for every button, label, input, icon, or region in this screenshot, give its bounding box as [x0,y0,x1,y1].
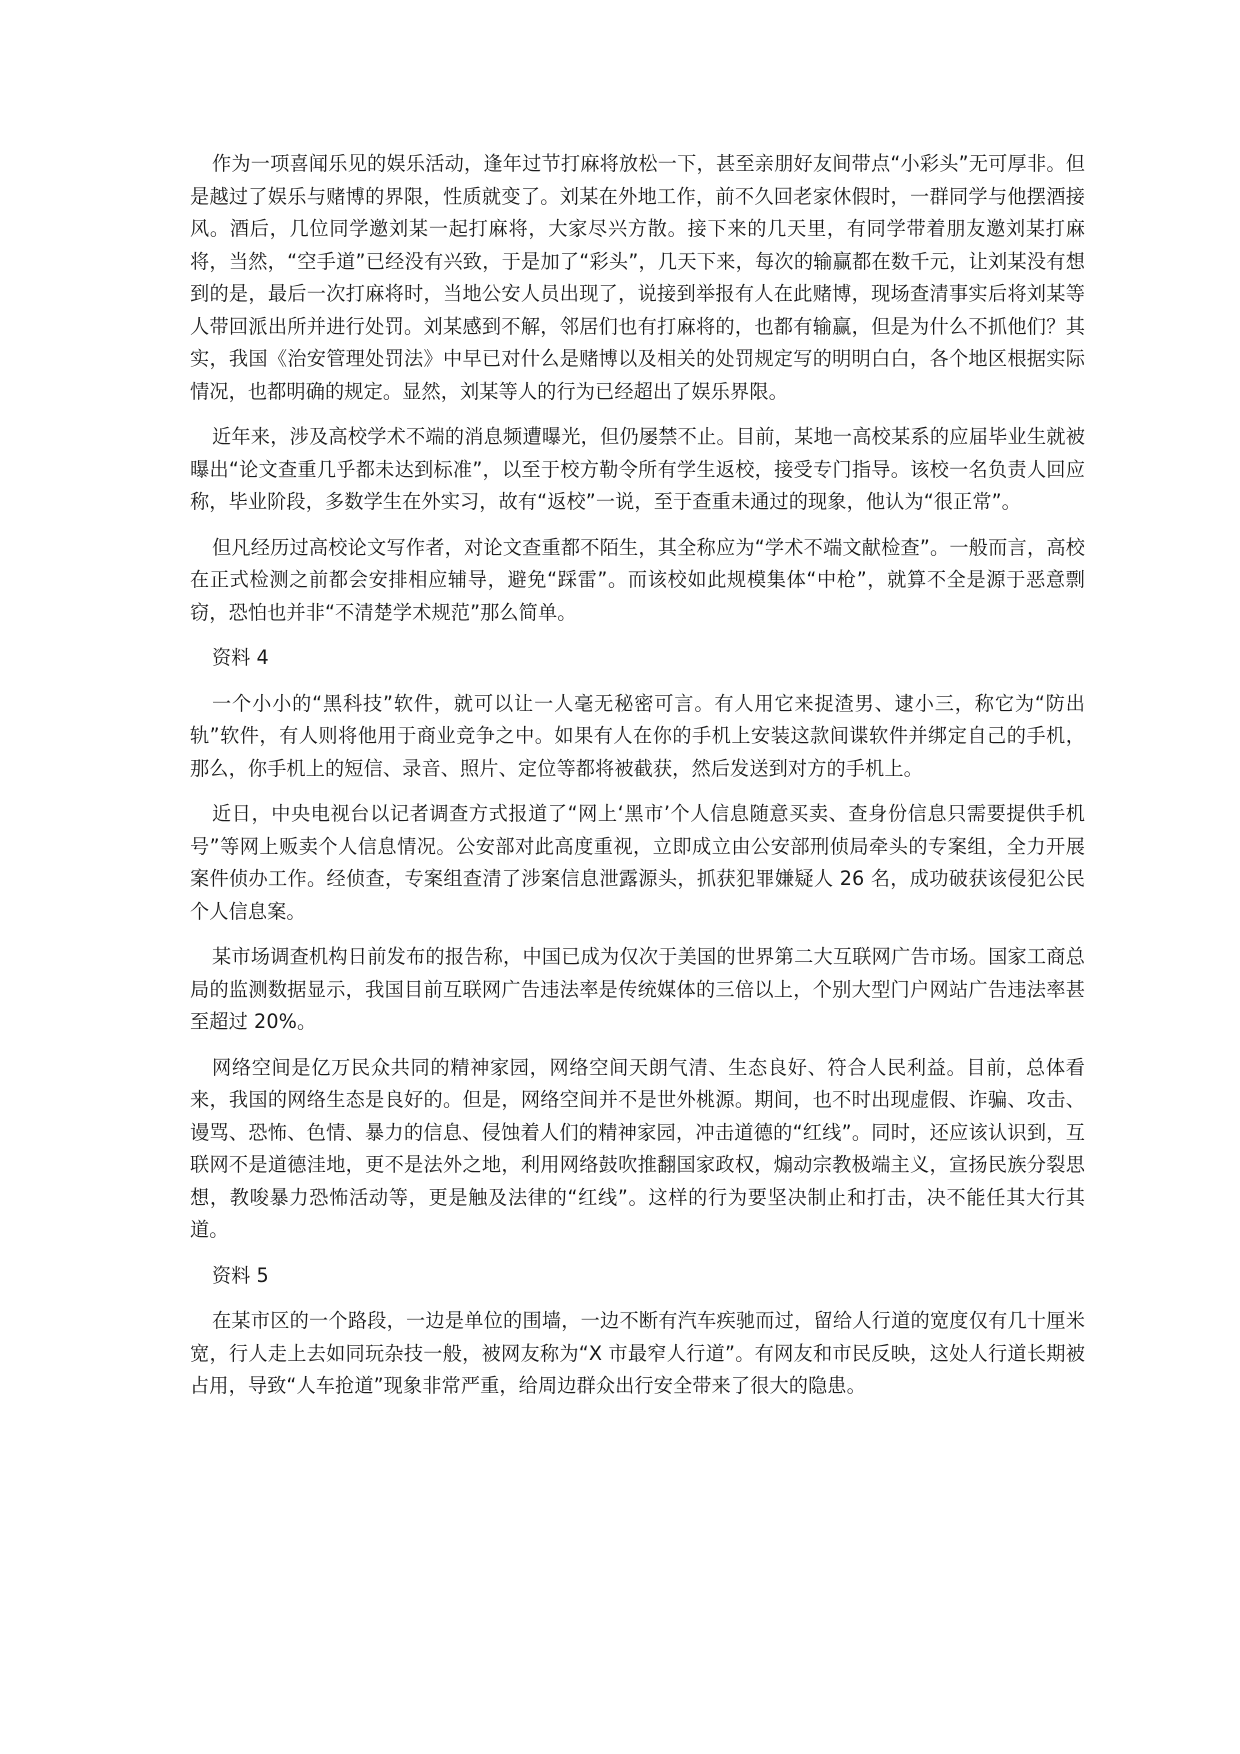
paragraph-spyware: 一个小小的“黑科技”软件，就可以让一人毫无秘密可言。有人用它来捉渣男、逮小三，称它为“防出轨”软件，有人则将他用于商业竞争之中。如果有人在你的手机上安装这款间谍软件并绑定自己的手机，那么，你手机上的短信、录音、照片、定位等都将被截获，然后发送到对方的手机上。 [190,691,1085,780]
paragraph-plagiarism-check: 但凡经历过高校论文写作者，对论文查重都不陌生，其全称应为“学术不端文献检查”。一般而言，高校在正式检测之前都会安排相应辅导，避免“踩雷”。而该校如此规模集体“中枪”，就算不全是源于恶意剽窃，恐怕也并非“不清楚学术规范”那么简单。 [190,535,1085,624]
section-5-heading: 资料 5 [212,1263,269,1287]
paragraph-personal-info-sale: 近日，中央电视台以记者调查方式报道了“网上‘黑市’个人信息随意买卖、查身份信息只需要提供手机号”等网上贩卖个人信息情况。公安部对此高度重视，立即成立由公安部刑侦局牵头的专案组，全力开展案件侦办工作。经侦查，专案组查清了涉案信息泄露源头，抓获犯罪嫌疑人 26 名，成功破获该侵犯公民个人信息案。 [190,802,1085,923]
document-page [190,148,1085,1416]
paragraph-cyberspace: 网络空间是亿万民众共同的精神家园，网络空间天朗气清、生态良好、符合人民利益。目前，总体看来，我国的网络生态是良好的。但是，网络空间并不是世外桃源。期间，也不时出现虚假、诈骗、攻击、谩骂、恐怖、色情、暴力的信息、侵蚀着人们的精神家园，冲击道德的“红线”。同时，还应该认识到，互联网不是道德洼地，更不是法外之地，利用网络鼓吹推翻国家政权，煽动宗教极端主义，宣扬民族分裂思想，教唆暴力恐怖活动等，更是触及法律的“红线”。这样的行为要坚决制止和打击，决不能任其大行其道。 [190,1055,1085,1241]
section-4-heading: 资料 4 [212,646,269,669]
paragraph-academic-misconduct: 近年来，涉及高校学术不端的消息频遭曝光，但仍屡禁不止。目前，某地一高校某系的应届毕业生就被曝出“论文查重几乎都未达到标准”，以至于校方勒令所有学生返校，接受专门指导。该校一名负责人回应称，毕业阶段，多数学生在外实习，故有“返校”一说，至于查重未通过的现象，他认为“很正常”。 [190,425,1085,513]
paragraph-narrow-sidewalk: 在某市区的一个路段，一边是单位的围墙，一边不断有汽车疾驰而过，留给人行道的宽度仅有几十厘米宽，行人走上去如同玩杂技一般，被网友称为“X 市最窄人行道”。有网友和市民反映，这处人行道长期被占用，导致“人车抢道”现象非常严重，给周边群众出行安全带来了很大的隐患。 [190,1309,1085,1397]
paragraph-gambling: 作为一项喜闻乐见的娱乐活动，逢年过节打麻将放松一下，甚至亲朋好友间带点“小彩头”无可厚非。但是越过了娱乐与赌博的界限，性质就变了。刘某在外地工作，前不久回老家休假时，一群同学与他摆酒接风。酒后，几位同学邀刘某一起打麻将，大家尽兴方散。接下来的几天里，有同学带着朋友邀刘某打麻将，当然，“空手道”已经没有兴致，于是加了“彩头”，几天下来，每次的输赢都在数千元，让刘某没有想到的是，最后一次打麻将时，当地公安人员出现了，说接到举报有人在此赌博，现场查清事实后将刘某等人带回派出所并进行处罚。刘某感到不解，邻居们也有打麻将的，也都有输赢，但是为什么不抓他们？其实，我国《治安管理处罚法》中早已对什么是赌博以及相关的处罚规定写的明明白白，各个地区根据实际情况，也都明确的规定。显然，刘某等人的行为已经超出了娱乐界限。 [190,152,1085,403]
paragraph-internet-ads: 某市场调查机构日前发布的报告称，中国已成为仅次于美国的世界第二大互联网广告市场。国家工商总局的监测数据显示，我国目前互联网广告违法率是传统媒体的三倍以上，个别大型门户网站广告违法率甚至超过 20%。 [190,945,1085,1033]
